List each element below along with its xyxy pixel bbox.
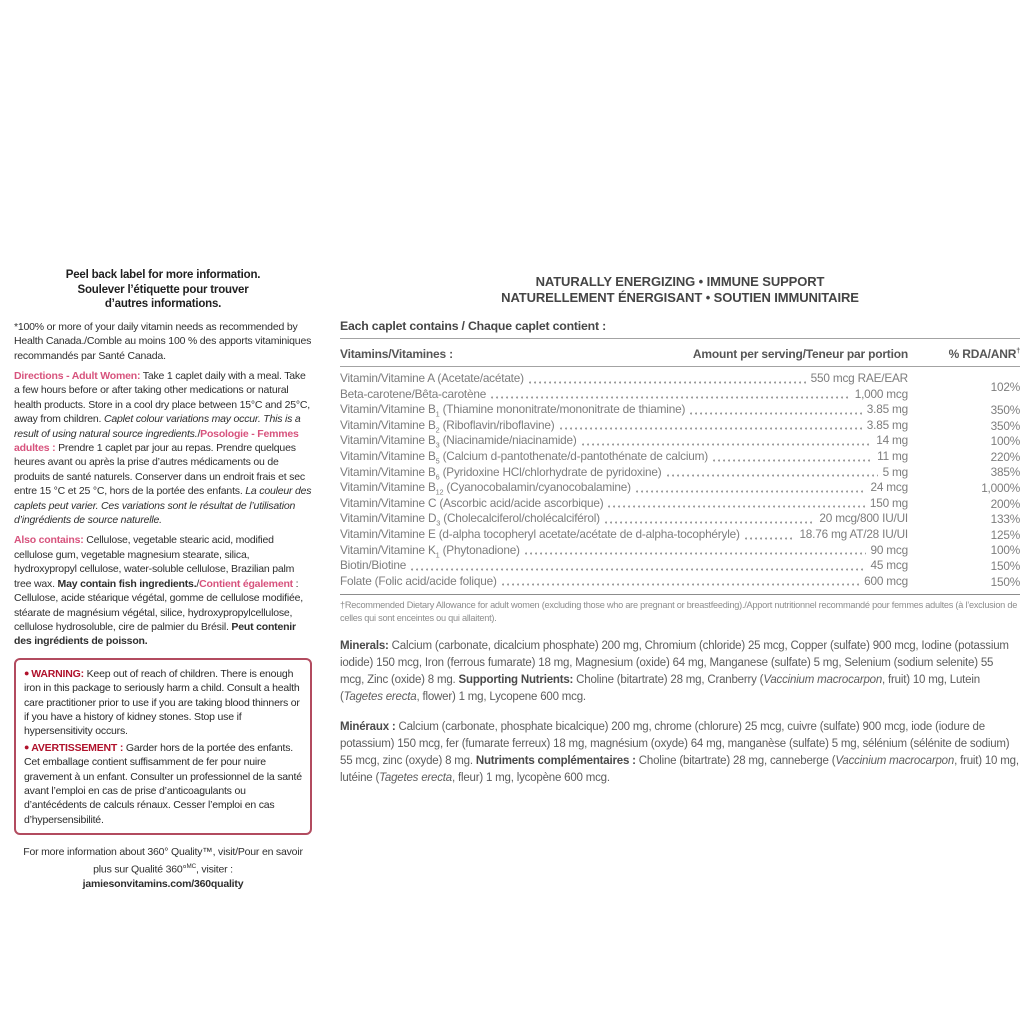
vitamin-name: Vitamin/Vitamine $B_2$ (Riboflavin/riboflavine) bbox=[340, 417, 555, 435]
vitamin-rda-percent: 200% bbox=[990, 496, 1020, 511]
vitamin-amount: 14 mg bbox=[876, 433, 908, 448]
vitamin-name: Folate (Folic acid/acide folique) bbox=[340, 573, 497, 588]
vitamin-amount: 18.76 mg AT/28 IU/UI bbox=[799, 526, 908, 541]
vitamin-rda-percent: 100% bbox=[990, 434, 1020, 449]
vitamin-name: Vitamin/Vitamine $B_6$ (Pyridoxine HCl/chlorhydrate de pyridoxine) bbox=[340, 464, 662, 481]
dot-leader bbox=[667, 474, 878, 477]
text-segment: Contient également bbox=[199, 577, 293, 590]
vitamin-row-group bbox=[340, 511, 1020, 527]
vitamin-row bbox=[340, 511, 908, 527]
vitamin-rda-percent: 1,000% bbox=[981, 480, 1020, 495]
vitamin-amount: 11 mg bbox=[877, 448, 908, 463]
text-segment: Tagetes erecta bbox=[343, 690, 417, 703]
text-segment: ● bbox=[24, 667, 30, 678]
minerals-paragraph bbox=[340, 638, 1020, 706]
text-segment: Calcium (carbonate, phosphate bicalcique) 200 mg, chrome (chlorure) 25 mcg, cuivre (sulfate) 900 mcg, iode (iodure de potassium) 150 mcg, fer (fumarate ferreux) 18 mg, magnésium (oxyde) 64 mg, manganèse (sulfate) 5 mg, sélénium (sélénite de sodium) 55 mcg, zinc (oxyde) 8 mg. bbox=[340, 720, 1010, 767]
vitamin-row-group bbox=[340, 574, 1020, 590]
text-segment: Calcium (carbonate, dicalcium phosphate) 200 mg, Chromium (chloride) 25 mcg, Copper (sulfate) 900 mcg, Iodine (potassium iodide) 150 mcg, Iron (ferrous fumarate) 18 mg, Magnesium (oxide) 64 mg, Manganese (sulfate) 5 mg, Selenium (sodium selenite) 55 mcg, Zinc (oxide) 8 mg. bbox=[340, 639, 1009, 686]
vitamin-name: Vitamin/Vitamine $B_3$ (Niacinamide/niacinamide) bbox=[340, 433, 577, 450]
text-segment: Minéraux : bbox=[340, 720, 396, 733]
text-segment: / bbox=[197, 427, 201, 440]
vitamin-row-group bbox=[340, 465, 1020, 481]
dot-leader bbox=[582, 443, 872, 446]
warning-paragraph bbox=[24, 666, 302, 739]
vitamin-row bbox=[340, 543, 908, 559]
vitamin-row-group bbox=[340, 418, 1020, 434]
warning-box bbox=[14, 658, 312, 835]
text-segment: Choline (bitartrate) 28 mg, Cranberry ( bbox=[573, 673, 764, 686]
vitamin-name: Vitamin/Vitamine $D_3$ (Cholecalciferol/cholécalciférol) bbox=[340, 511, 600, 528]
vitamin-row bbox=[340, 371, 908, 387]
vitamin-row bbox=[340, 496, 908, 512]
vitamin-row-group bbox=[340, 558, 1020, 574]
vitamin-amount: 600 mcg bbox=[864, 573, 908, 588]
vitamin-name: Vitamin/Vitamine $K_1$ (Phytonadione) bbox=[340, 542, 520, 559]
vitamin-row-lines bbox=[340, 527, 908, 543]
left-column bbox=[14, 268, 312, 891]
text-segment: Also contains: bbox=[14, 534, 84, 547]
text-segment: Cellulose, vegetable stearic acid, modified cellulose gum, vegetable magnesium stearate, silica, hydroxypropyl cellulose, water-soluble cellulose, Brazilian palm tree wax. bbox=[14, 534, 295, 590]
vitamin-row-group bbox=[340, 480, 1020, 496]
text-segment: / bbox=[196, 577, 200, 590]
vitamin-row-lines bbox=[340, 574, 908, 590]
rda-label: % RDA/ANR bbox=[948, 347, 1017, 361]
text-segment: Choline (bitartrate) 28 mg, canneberge ( bbox=[635, 754, 836, 767]
vitamin-row-lines bbox=[340, 465, 908, 481]
text-segment: Vaccinium macrocarpon bbox=[835, 754, 955, 767]
vitamin-rda-percent: 100% bbox=[990, 543, 1020, 558]
vitamin-amount: 90 mcg bbox=[870, 542, 908, 557]
table-header-row bbox=[340, 339, 1020, 366]
text-segment: WARNING: bbox=[31, 667, 84, 680]
vitamin-name: Biotin/Biotine bbox=[340, 558, 407, 573]
vitamin-row bbox=[340, 449, 908, 465]
text-segment: Garder hors de la portée des enfants. Cet emballage contient suffisamment de fer pour nuire gravement à un enfant. Consulter un professionnel de la santé avant l’emploi en cas de prise d’anticoagulants ou d’antécédents de calculs rénaux. Cesser l’emploi en cas d’hypersensibilité. bbox=[24, 741, 302, 826]
vitamin-row bbox=[340, 387, 908, 403]
vitamin-name: Vitamin/Vitamine $B_{12}$ (Cyanocobalamin/cyanocobalamine) bbox=[340, 480, 631, 497]
vitamin-row bbox=[340, 480, 908, 496]
vitamin-row bbox=[340, 465, 908, 481]
text-segment: Tagetes erecta bbox=[379, 771, 452, 784]
vitamin-name: Beta-carotene/Bêta-carotène bbox=[340, 386, 487, 401]
vitamin-row bbox=[340, 558, 908, 574]
vitamin-row-group bbox=[340, 496, 1020, 512]
vitamin-row bbox=[340, 574, 908, 590]
vitamin-rda-percent: 350% bbox=[990, 402, 1020, 417]
vitamin-row-group bbox=[340, 402, 1020, 418]
vitamin-amount: 20 mcg/800 IU/UI bbox=[819, 511, 908, 526]
dot-leader bbox=[605, 521, 815, 524]
right-column bbox=[340, 274, 1020, 787]
vitamin-row-lines bbox=[340, 433, 908, 449]
text-line: NATURALLY ENERGIZING • IMMUNE SUPPORT bbox=[535, 274, 825, 289]
vitamin-rda-percent: 150% bbox=[990, 558, 1020, 573]
warning-paragraph bbox=[24, 740, 302, 827]
daily-needs-footnote: *100% or more of your daily vitamin needs as recommended by Health Canada./Comble au moins 100 % des apports vitaminiques recommandés par Santé Canada. bbox=[14, 320, 312, 362]
vitamin-name: Vitamin/Vitamine A (Acetate/acétate) bbox=[340, 371, 524, 385]
vitamin-amount: 24 mcg bbox=[870, 480, 908, 495]
vitamin-row-group bbox=[340, 433, 1020, 449]
vitamin-row-lines bbox=[340, 418, 908, 434]
vitamin-amount: 1,000 mcg bbox=[854, 386, 908, 401]
text-segment: Caplet colour variations may occur. This is a result of using natural source ingredients. bbox=[14, 413, 301, 440]
vitamin-rda-percent: 220% bbox=[990, 449, 1020, 464]
text-line: NATURELLEMENT ÉNERGISANT • SOUTIEN IMMUNITAIRE bbox=[501, 290, 859, 305]
text-segment: ● bbox=[24, 741, 30, 752]
text-segment: Take 1 caplet daily with a meal. Take a few hours before or after taking other medications or natural health products. Store in a cool dry place between 15°C and 25°C, away from children. bbox=[14, 370, 311, 426]
text-segment: Posologie - Femmes adultes : bbox=[14, 427, 299, 455]
vitamin-amount: 550 mcg RAE/EAR bbox=[810, 371, 908, 385]
text-segment: May contain fish ingredients. bbox=[57, 577, 197, 590]
text-segment: jamiesonvitamins.com/360quality bbox=[82, 877, 244, 890]
column-header-vitamins: Vitamins/Vitamines : bbox=[340, 347, 453, 361]
vitamin-row-lines bbox=[340, 543, 908, 559]
table-title: Each caplet contains / Chaque caplet contient : bbox=[340, 319, 606, 333]
text-segment: , fruit) 10 mg, Lutein ( bbox=[340, 673, 980, 703]
vitamin-row bbox=[340, 527, 908, 543]
text-segment: La couleur des caplets peut varier. Ces variations sont le résultat de l’utilisation d’ingrédients de source naturelle. bbox=[14, 485, 312, 527]
text-segment: , fleur) 1 mg, lycopène 600 mcg. bbox=[451, 771, 610, 784]
dot-leader bbox=[529, 381, 806, 384]
vitamins-table bbox=[340, 367, 1020, 594]
vitamin-row-lines bbox=[340, 558, 908, 574]
mineraux-paragraph bbox=[340, 719, 1020, 787]
vitamin-rda-percent: 150% bbox=[990, 574, 1020, 589]
also-contains-paragraph bbox=[14, 533, 312, 648]
text-segment: For more information about 360° Quality™, visit/Pour en savoir plus sur Qualité 360° bbox=[23, 846, 303, 876]
text-line: Soulever l’étiquette pour trouver bbox=[77, 283, 249, 296]
dot-leader bbox=[411, 568, 865, 571]
text-line: Peel back label for more information. bbox=[65, 269, 261, 281]
text-segment: Nutriments complémentaires : bbox=[475, 754, 636, 767]
text-segment: AVERTISSEMENT : bbox=[31, 741, 124, 754]
vitamin-row bbox=[340, 402, 908, 418]
dot-leader bbox=[560, 427, 862, 430]
text-line: d’autres informations. bbox=[104, 298, 222, 311]
vitamin-name: Vitamin/Vitamine C (Ascorbic acid/acide ascorbique) bbox=[340, 495, 604, 510]
text-segment: Vaccinium macrocarpon bbox=[763, 673, 883, 686]
vitamin-row-lines bbox=[340, 371, 908, 402]
dot-leader bbox=[491, 396, 850, 399]
vitamin-row-lines bbox=[340, 449, 908, 465]
vitamin-rda-percent: 102% bbox=[990, 379, 1020, 394]
directions-paragraph bbox=[14, 369, 312, 527]
vitamin-amount: 3.85 mg bbox=[866, 402, 908, 417]
dot-leader bbox=[525, 552, 866, 555]
vitamin-row bbox=[340, 433, 908, 449]
rda-footnote: †Recommended Dietary Allowance for adult women (excluding those who are pregnant or breastfeeding)./Apport nutritionnel recommandé pour femmes adultes (à l’exclusion de celles qui sont enceintes ou qui allaitent). bbox=[340, 600, 1018, 623]
vitamin-amount: 150 mg bbox=[869, 495, 908, 510]
dot-leader bbox=[745, 537, 795, 540]
vitamin-row-lines bbox=[340, 480, 908, 496]
divider bbox=[340, 594, 1020, 595]
peel-back-note bbox=[14, 268, 312, 312]
text-segment: Keep out of reach of children. There is enough iron in this package to seriously harm a child. Consult a health care practitioner prior to use if you are taking blood thinners or if you have a history of kidney stones. Stop use if hypersensitivity occurs. bbox=[24, 667, 300, 738]
vitamin-name: Vitamin/Vitamine $B_1$ (Thiamine mononitrate/mononitrate de thiamine) bbox=[340, 402, 686, 419]
more-info-note bbox=[14, 845, 312, 891]
vitamin-row-group bbox=[340, 449, 1020, 465]
vitamin-amount: 45 mcg bbox=[870, 558, 908, 573]
dagger-mark: † bbox=[1016, 346, 1020, 355]
vitamin-row-lines bbox=[340, 402, 908, 418]
text-segment: , visiter : bbox=[195, 863, 233, 876]
text-segment: , fruit) 10 mg, lutéine ( bbox=[340, 754, 1019, 784]
text-segment: Supporting Nutrients: bbox=[458, 673, 574, 686]
dot-leader bbox=[502, 583, 859, 586]
text-segment: Directions - Adult Women: bbox=[14, 370, 141, 382]
text-segment: Prendre 1 caplet par jour au repas. Prendre quelques heures avant ou après la prise d’autres médicaments ou de produits de santé naturels. Conserver dans un endroit frais et sec entre 15 °C et 25 °C, hors de la portée des enfants. bbox=[14, 442, 305, 498]
vitamin-amount: 3.85 mg bbox=[866, 417, 908, 432]
vitamin-row-lines bbox=[340, 511, 908, 527]
vitamin-rda-percent: 350% bbox=[990, 418, 1020, 433]
text-segment: Minerals: bbox=[340, 639, 389, 652]
text-segment: MC bbox=[186, 862, 196, 870]
vitamin-name: Vitamin/Vitamine $B_5$ (Calcium d-pantothenate/d-pantothénate de calcium) bbox=[340, 448, 709, 466]
vitamin-row-group bbox=[340, 371, 1020, 402]
column-header-rda bbox=[908, 346, 1020, 361]
vitamin-rda-percent: 125% bbox=[990, 527, 1020, 542]
dot-leader bbox=[608, 505, 864, 508]
vitamin-row bbox=[340, 418, 908, 434]
vitamin-name: Vitamin/Vitamine E (d-alpha tocopheryl acetate/acétate de d-alpha-tocophéryle) bbox=[340, 526, 740, 541]
vitamin-rda-percent: 133% bbox=[990, 512, 1020, 527]
vitamin-row-group bbox=[340, 543, 1020, 559]
column-header-amount: Amount per serving/Teneur par portion bbox=[692, 347, 908, 361]
text-segment: : Cellulose, acide stéarique végétal, gomme de cellulose modifiée, stéarate de magnésium végétal, silice, hydroxypropylcellulose, cellulose hydrosoluble, cire de palmier du Brésil. bbox=[14, 577, 303, 633]
vitamin-amount: 5 mg bbox=[882, 464, 908, 479]
dot-leader bbox=[690, 412, 862, 415]
dot-leader bbox=[636, 490, 866, 493]
product-claims-header bbox=[340, 274, 1020, 306]
vitamin-row-group bbox=[340, 527, 1020, 543]
text-segment: , flower) 1 mg, Lycopene 600 mcg. bbox=[416, 690, 586, 703]
vitamin-row-lines bbox=[340, 496, 908, 512]
vitamin-rda-percent: 385% bbox=[990, 465, 1020, 480]
dot-leader bbox=[713, 459, 872, 462]
text-segment: Peut contenir des ingrédients de poisson. bbox=[14, 620, 296, 648]
